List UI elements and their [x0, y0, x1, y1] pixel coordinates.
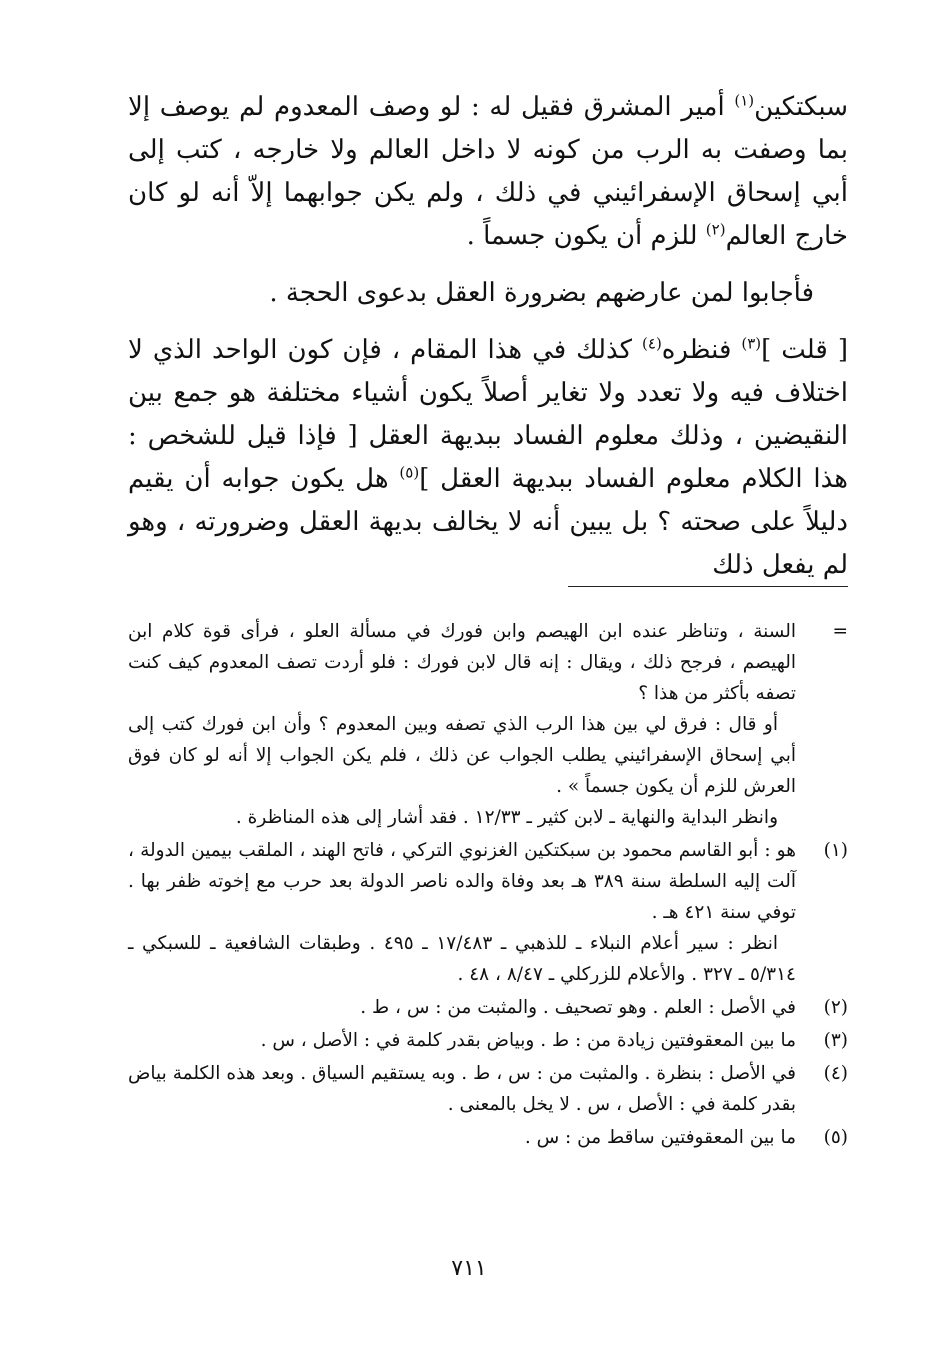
footnote-marker: (٤) — [823, 1063, 848, 1084]
text-run: سبكتكين — [754, 92, 848, 122]
footnote — [128, 616, 848, 833]
footnote-marker: (٣) — [823, 1030, 848, 1051]
page-number: ٧١١ — [451, 1256, 487, 1281]
main-paragraph — [128, 272, 848, 315]
text-run: فأجابوا لمن عارضهم بضرورة العقل بدعوى الحجة . — [269, 278, 814, 308]
main-text — [128, 86, 848, 601]
footnote-paragraph: أو قال : فرق لي بين هذا الرب الذي تصفه وبين المعدوم ؟ وأن ابن فورك كتب إلى أبي إسحاق الإسفرائيني يطلب الجواب عن ذلك ، فلم يكن الجواب إلا أنه لو كان فوق العرش للزم أن يكون جسماً » . — [128, 714, 796, 797]
footnote — [128, 1058, 848, 1120]
footnote-ref: (٤) — [642, 334, 662, 353]
footnote-paragraph: في الأصل : العلم . وهو تصحيف . والمثبت من : س ، ط . — [360, 997, 796, 1018]
footnote-paragraph: انظر : سير أعلام النبلاء ـ للذهبي ـ ١٧/٤٨٣ ـ ٤٩٥ . وطبقات الشافعية ـ للسبكي ـ ٥/٣١٤ ـ ٣٢٧ . والأعلام للزركلي ـ ٨/٤٧ ، ٤٨ . — [128, 933, 796, 985]
footnote-marker: (٢) — [823, 997, 848, 1018]
footnote-paragraph: ما بين المعقوفتين زيادة من : ط . وبياض بقدر كلمة في : الأصل ، س . — [260, 1030, 796, 1051]
footnote-marker: (٥) — [823, 1127, 848, 1148]
footnote-paragraph: ما بين المعقوفتين ساقط من : س . — [524, 1127, 796, 1148]
text-run: فنظره — [661, 335, 742, 365]
footnote-paragraph: هو : أبو القاسم محمود بن سبكتكين الغزنوي التركي ، فاتح الهند ، الملقب بيمين الدولة ، آلت إليه السلطة سنة ٣٨٩ هـ بعد وفاة والده ناصر الدولة بعد حرب مع إخوته ظفر بها . توفي سنة ٤٢١ هـ . — [128, 840, 796, 923]
footnote-paragraph: وانظر البداية والنهاية ـ لابن كثير ـ ١٢/٣٣ . فقد أشار إلى هذه المناظرة . — [235, 807, 778, 828]
footnote-ref: (١) — [734, 91, 755, 110]
footnotes — [128, 616, 848, 1155]
footnote-divider — [568, 586, 848, 587]
text-run: هل يكون جوابه أن يقيم دليلاً على صحته ؟ بل يبين أنه لا يخالف بديهة العقل وضرورته ، وهو لم يفعل ذلك — [128, 464, 848, 580]
main-paragraph — [128, 86, 848, 258]
footnote-marker: (١) — [823, 840, 848, 861]
footnote-paragraph: السنة ، وتناظر عنده ابن الهيصم وابن فورك في مسألة العلو ، فرأى قوة كلام ابن الهيصم ، فرجح ذلك ، ويقال : إنه قال لابن فورك : فلو أردت تصف المعدوم كيف كنت تصفه بأكثر من هذا ؟ — [128, 621, 796, 704]
footnote-ref: (٣) — [741, 334, 762, 353]
footnote — [128, 1122, 848, 1153]
footnote-paragraph: في الأصل : بنظرة . والمثبت من : س ، ط . وبه يستقيم السياق . وبعد هذه الكلمة بياض بقدر كلمة في : الأصل ، س . لا يخل بالمعنى . — [128, 1063, 796, 1115]
text-run: أمير المشرق فقيل له : لو وصف المعدوم لم يوصف إلا بما وصفت به الرب من كونه لا داخل العالم ولا خارجه ، كتب إلى أبي إسحاق الإسفرائيني في ذلك ، ولم يكن جوابهما إلاّ أنه لو كان خارج العالم — [128, 92, 848, 251]
footnote-ref: (٥) — [399, 463, 420, 482]
footnote — [128, 835, 848, 990]
text-run: [ قلت ] — [761, 335, 848, 365]
footnote-ref: (٢) — [705, 220, 726, 239]
text-run: للزم أن يكون جسماً . — [466, 221, 706, 251]
footnote — [128, 1025, 848, 1056]
text-run: كذلك في هذا المقام ، فإن كون الواحد الذي لا اختلاف فيه ولا تعدد ولا تغاير أصلاً يكون أشياء مختلفة هو جمع بين النقيضين ، وذلك معلوم الفساد ببديهة العقل [ فإذا قيل للشخص : هذا الكلام معلوم الفساد ببديهة العقل ] — [128, 335, 848, 494]
footnote — [128, 992, 848, 1023]
main-paragraph — [128, 329, 848, 587]
footnote-marker: = — [832, 621, 848, 642]
